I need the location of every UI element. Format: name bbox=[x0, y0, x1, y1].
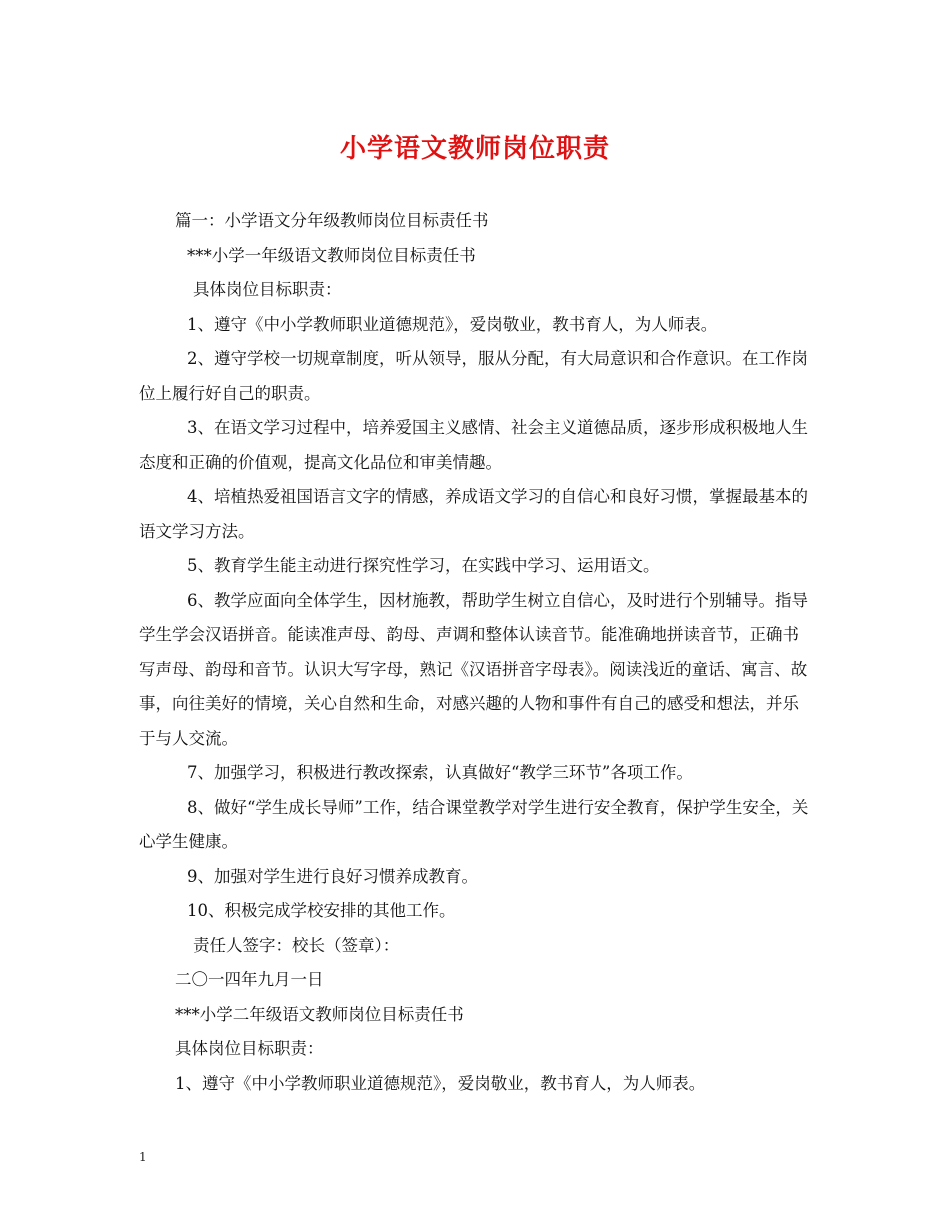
date-line: 二〇一四年九月一日 bbox=[175, 970, 324, 989]
duty-item-5: 5、教育学生能主动进行探究性学习，在实践中学习、运用语文。 bbox=[187, 556, 660, 575]
duty-item-9: 9、加强对学生进行良好习惯养成教育。 bbox=[187, 866, 478, 886]
duty-item-1: 1、遵守《中小学教师职业道德规范》，爱岗敬业，教书育人，为人师表。 bbox=[187, 314, 718, 334]
duty-item-1: 1、遵守《中小学教师职业道德规范》，爱岗敬业，教书育人，为人师表。 bbox=[175, 1073, 706, 1093]
subsection-heading: ***小学二年级语文教师岗位目标责任书 bbox=[175, 1004, 464, 1024]
list-heading: 具体岗位目标职责： bbox=[175, 1039, 324, 1058]
document-body bbox=[139, 204, 815, 1101]
document-title: 小学语文教师岗位职责 bbox=[339, 134, 610, 164]
page-number: 1 bbox=[139, 1150, 147, 1164]
duty-item-2: 2、遵守学校一切规章制度，听从领导，服从分配，有大局意识和合作意识。在工作岗位上履行好自己的职责。 bbox=[139, 349, 808, 403]
duty-item-3: 3、在语文学习过程中，培养爱国主义感情、社会主义道德品质，逐步形成积极地人生态度和正确的价值观，提高文化品位和审美情趣。 bbox=[139, 418, 808, 472]
section-heading: 篇一：小学语文分年级教师岗位目标责任书 bbox=[175, 211, 489, 230]
duty-item-7: 7、加强学习，积极进行教改探索，认真做好“教学三环节”各项工作。 bbox=[187, 763, 693, 782]
list-heading: 具体岗位目标职责： bbox=[193, 280, 342, 299]
subsection-heading: ***小学一年级语文教师岗位目标责任书 bbox=[187, 245, 476, 265]
signature-line: 责任人签字：校长（签章）： bbox=[193, 935, 400, 955]
duty-item-4: 4、培植热爱祖国语言文字的情感，养成语文学习的自信心和良好习惯，掌握最基本的语文学习方法。 bbox=[139, 487, 808, 541]
duty-item-10: 10、积极完成学校安排的其他工作。 bbox=[187, 901, 456, 920]
duty-item-6: 6、教学应面向全体学生，因材施教，帮助学生树立自信心，及时进行个别辅导。指导学生学会汉语拼音。能读准声母、韵母、声调和整体认读音节。能准确地拼读音节，正确书写声母、韵母和音节。认识大写字母，熟记《汉语拼音字母表》。阅读浅近的童话、寓言、故事，向往美好的情境，关心自然和生命，对感兴趣的人物和事件有自己的感受和想法，并乐于与人交流。 bbox=[139, 590, 808, 748]
duty-item-8: 8、做好“学生成长导师”工作，结合课堂教学对学生进行安全教育，保护学生安全，关心学生健康。 bbox=[139, 797, 809, 851]
